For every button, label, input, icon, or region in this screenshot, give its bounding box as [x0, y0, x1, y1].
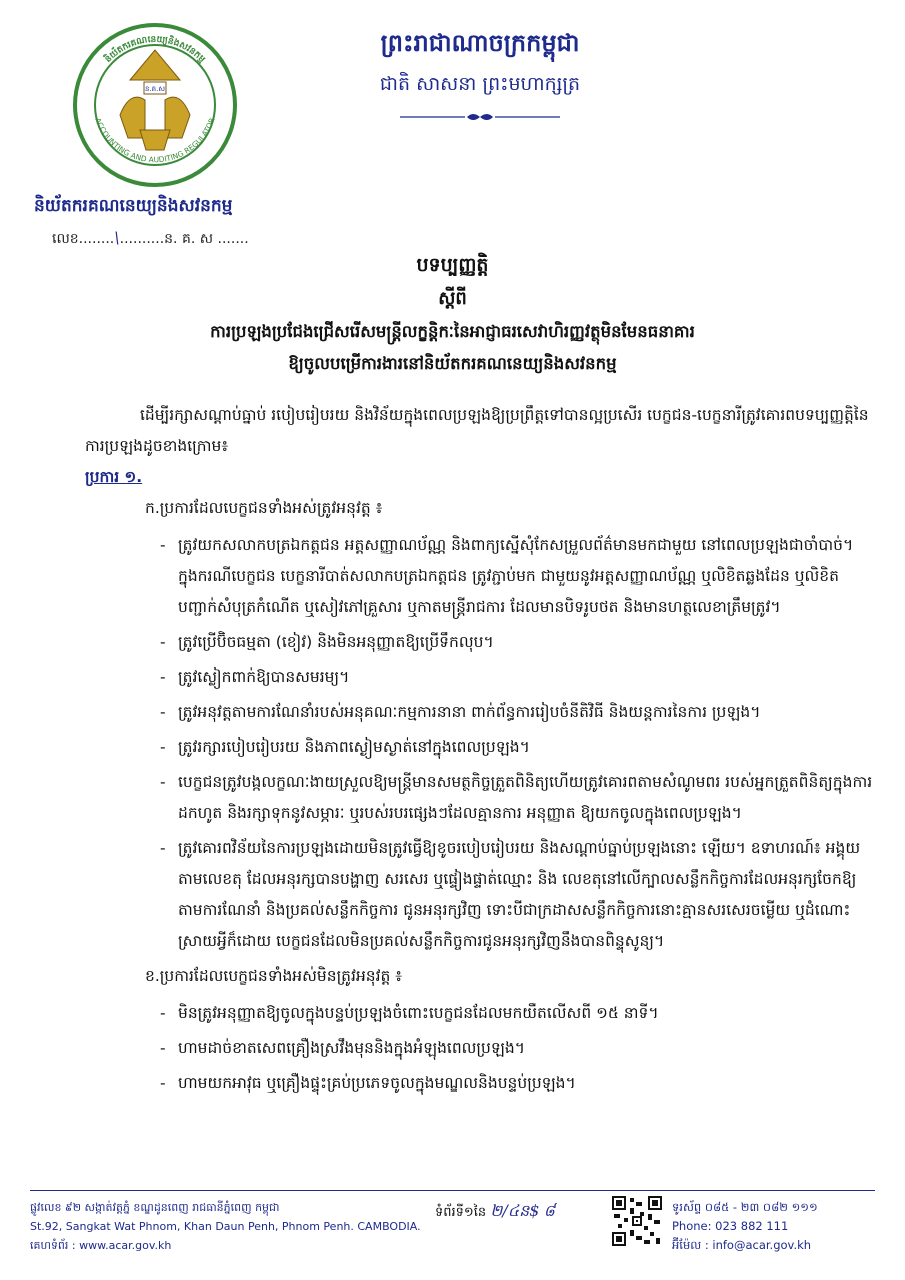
phone-khmer: ទូរស័ព្ទ ០៨៥ - ២៣ ០៨២ ១១១ [672, 1200, 818, 1214]
list-item: - ត្រូវអនុវត្តតាមការណែនាំរបស់អនុគណៈកម្មការនានា ពាក់ព័ន្ធការរៀបចំនីតិវិធី និងយន្តការនៃការ ប្រឡង។ [160, 697, 875, 728]
logo-ring-bottom: ACCOUNTING AND AUDITING REGULATOR [93, 116, 217, 165]
list-item: - ត្រូវប្រើប៊ិចធម្មតា (ខៀវ) និងមិនអនុញ្ញាតឱ្យប្រើទឹកលុប។ [160, 627, 875, 658]
list-item: - ត្រូវយកសលាកបត្រឯកត្តជន អត្តសញ្ញាណប័ណ្ណ និងពាក្យស្នើសុំកែសម្រួលព័ត៌មានមកជាមួយ នៅពេលប្រឡងជាចាំបាច់។ ក្នុងករណីបេក្ខជន បេក្ខនារីបាត់សលាកបត្រឯកត្តជន ត្រូវភ្ជាប់មក ជាមួយនូវអត្តសញ្ញាណប័ណ្ណ ឬលិខិតឆ្លងដែន ឬលិខិតបញ្ជាក់សំបុត្រកំណើត ឬសៀវភៅគ្រួសារ ឬកាតមន្ត្រីរាជការ ដែលមានបិទរូបថត និងមានហត្ថលេខាត្រឹមត្រូវ។ [160, 530, 875, 623]
list-item: - ត្រូវស្លៀកពាក់ឱ្យបានសមរម្យ។ [160, 662, 875, 693]
qr-code-icon [612, 1196, 662, 1246]
list-item: - មិនត្រូវអនុញ្ញាតឱ្យចូលក្នុងបន្ទប់ប្រឡងចំពោះបេក្ខជនដែលមកយឺតលើសពី ១៥ នាទី។ [160, 998, 875, 1029]
email-link[interactable]: អ៊ីម៉ែល : info@acar.gov.kh [672, 1238, 812, 1252]
logo-badge: ន.គ.ស [144, 85, 166, 93]
phone-english: Phone: 023 882 111 [672, 1219, 789, 1233]
reference-handwritten-mark: \ [114, 228, 120, 247]
page-number-handwritten-end: ៨ [543, 1201, 555, 1220]
section-b-heading: ខ.ប្រការដែលបេក្ខជនទាំងអស់មិនត្រូវអនុវត្ត ៖ [145, 967, 403, 985]
subject-line-1: ការប្រឡងប្រជែងជ្រើសរើសមន្ត្រីលក្ខន្តិកៈនៃអាជ្ញាធរសេវាហិរញ្ញវត្ថុមិនមែនធនាគារ [210, 322, 695, 341]
acar-seal-logo [70, 20, 240, 190]
page-number [435, 1200, 555, 1224]
logo-ring-top: និយ័តករគណនេយ្យនិងសវនកម្ម [103, 34, 207, 65]
section-a-heading: ក.ប្រការដែលបេក្ខជនទាំងអស់ត្រូវអនុវត្ត ៖ [145, 499, 383, 517]
reference-suffix: ..........ន. គ. ស ....... [119, 231, 249, 247]
reference-label: លេខ........ [52, 231, 115, 247]
kingdom-heading: ព្រះរាជាណាចក្រកម្ពុជា [380, 29, 580, 57]
section-b-list [85, 998, 875, 1099]
list-item: - បេក្ខជនត្រូវបង្កលក្ខណៈងាយស្រួលឱ្យមន្ត្រីមានសមត្ថកិច្ចត្រួតពិនិត្យហើយត្រូវគោរពតាមសំណូមពរ របស់អ្នកត្រួតពិនិត្យក្នុងការដកហូត និងរក្សាទុកនូវសម្ភារៈ ឬរបស់របរផ្សេងៗដែលគ្មានការ អនុញ្ញាត ឱ្យយកចូលក្នុងពេលប្រឡង។ [160, 767, 875, 829]
section-a-list [85, 530, 875, 957]
footer-divider [30, 1190, 875, 1191]
reference-number [52, 228, 249, 250]
list-item: - ហាមដាច់ខាតសេពគ្រឿងស្រវឹងមុននិងក្នុងអំឡុងពេលប្រឡង។ [160, 1033, 875, 1064]
document-body [85, 400, 875, 1103]
organization-name: និយ័តករគណនេយ្យនិងសវនកម្ម [34, 196, 233, 216]
website-link[interactable]: គេហទំព័រ : www.acar.gov.kh [30, 1239, 172, 1252]
list-item: - ត្រូវរក្សារបៀបរៀបរយ និងភាពស្ងៀមស្ងាត់នៅក្នុងពេលប្រឡង។ [160, 732, 875, 763]
footer-address-block [30, 1198, 430, 1255]
footer-contact-block [672, 1198, 882, 1255]
address-khmer: ផ្លូវលេខ ៩២ សង្កាត់វត្តភ្នំ ខណ្ឌដូនពេញ រាជធានីភ្នំពេញ កម្ពុជា [30, 1201, 280, 1214]
list-item: - ហាមយកអាវុធ ឬគ្រឿងផ្ទុះគ្រប់ប្រភេទចូលក្នុងមណ្ឌលនិងបន្ទប់ប្រឡង។ [160, 1068, 875, 1099]
document-subject [40, 316, 865, 380]
article-heading: ប្រការ ១. [85, 468, 143, 486]
subject-line-2: ឱ្យចូលបម្រើការងារនៅនិយ័តករគណនេយ្យនិងសវនកម្ម [288, 354, 617, 373]
ornamental-divider [395, 110, 565, 124]
document-subtitle-on: ស្តីពី [438, 288, 467, 309]
document-title: បទប្បញ្ញត្តិ [416, 254, 489, 276]
page-number-label: ទំព័រទី១នៃ [435, 1205, 487, 1220]
intro-paragraph: ដើម្បីរក្សាសណ្តាប់ធ្នាប់ របៀបរៀបរយ និងវិន័យក្នុងពេលប្រឡងឱ្យប្រព្រឹត្តទៅបានល្អប្រសើរ បេក្ខជន-បេក្ខនារីត្រូវគោរពបទប្បញ្ញត្តិនៃការប្រឡងដូចខាងក្រោម៖ [85, 406, 869, 455]
list-item: - ត្រូវគោរពវិន័យនៃការប្រឡងដោយមិនត្រូវធ្វើឱ្យខូចរបៀបរៀបរយ និងសណ្តាប់ធ្នាប់ប្រឡងនោះ ឡើយ។ ឧទាហរណ៍៖ អង្គុយតាមលេខតុ ដែលអនុរក្សបានបង្ហាញ សរសេរ ឬផ្ទៀងផ្ទាត់ឈ្មោះ និង លេខតុនៅលើក្បាលសន្លឹកកិច្ចការដែលអនុរក្សចែកឱ្យតាមការណែនាំ និងប្រគល់សន្លឹកកិច្ចការ ជូនអនុរក្សវិញ ទោះបីជាក្រដាសសន្លឹកកិច្ចការនោះគ្មានសរសេរចម្លើយ ឬដំណោះស្រាយអ្វីក៏ដោយ បេក្ខជនដែលមិនប្រគល់សន្លឹកកិច្ចការជូនអនុរក្សវិញនឹងបានពិន្ទុសូន្យ។ [160, 833, 875, 957]
page-number-handwritten: ២/៤ន$ [490, 1201, 540, 1220]
national-motto: ជាតិ សាសនា ព្រះមហាក្សត្រ [379, 73, 581, 95]
address-english: St.92, Sangkat Wat Phnom, Khan Daun Penh, Phnom Penh. CAMBODIA. [30, 1220, 421, 1233]
